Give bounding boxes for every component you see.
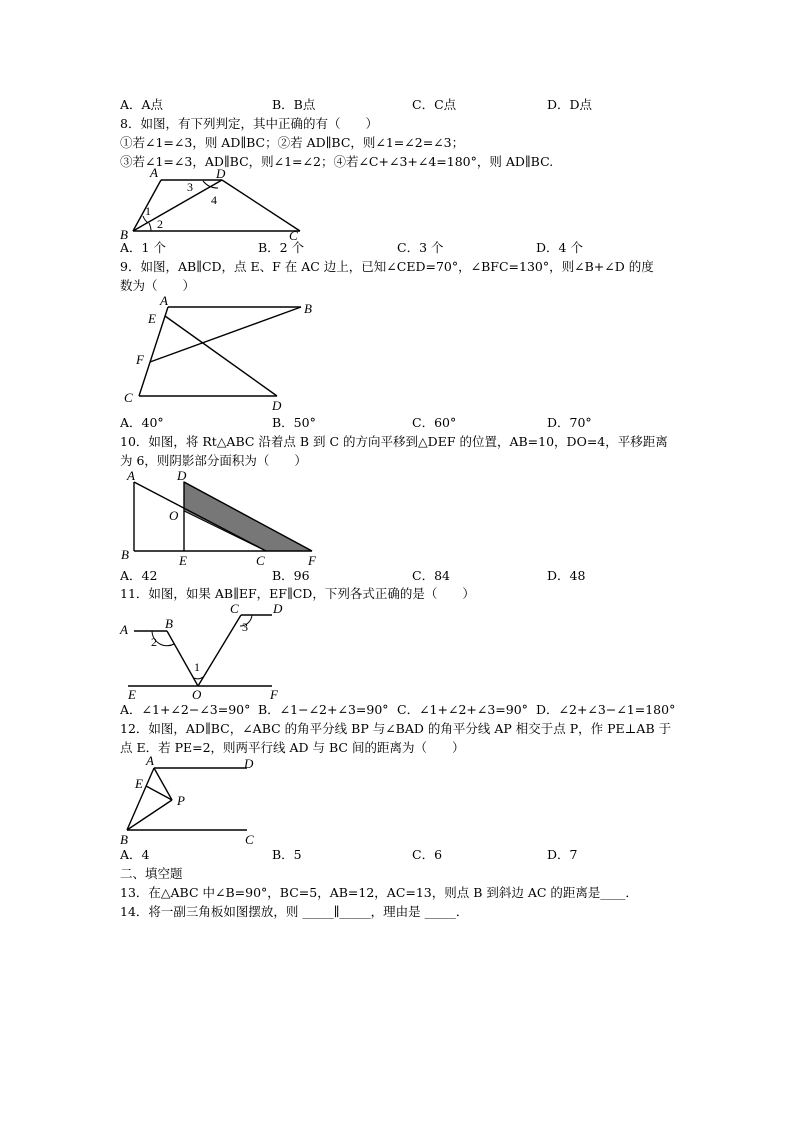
- q11-label-f: F: [270, 687, 278, 702]
- q12-option-b: B．5: [272, 847, 302, 862]
- q8-label-b: B: [120, 227, 128, 242]
- q9-label-a: A: [160, 293, 168, 308]
- q8-angle-3: 3: [187, 180, 193, 194]
- q10-line2: 为 6，则阴影部分面积为（ ）: [120, 453, 307, 468]
- q11-label-d: D: [273, 601, 283, 616]
- q10-option-b: B．96: [272, 568, 310, 583]
- q9-line1: 9．如图，AB∥CD，点 E、F 在 AC 边上，已知∠CED=70°，∠BFC=130°，则∠B+∠D 的度: [120, 259, 654, 274]
- q9-label-d: D: [272, 398, 282, 413]
- q12-label-b: B: [120, 832, 128, 847]
- q12-option-a: A．4: [120, 847, 150, 862]
- q11-label-a: A: [120, 622, 128, 637]
- q10-label-a: A: [127, 468, 135, 483]
- q12-label-c: C: [245, 832, 254, 847]
- q11-option-d: D．∠2+∠3−∠1=180°: [536, 702, 676, 717]
- q12-line2: 点 E．若 PE=2，则两平行线 AD 与 BC 间的距离为（ ）: [120, 740, 465, 755]
- q12-label-p: P: [177, 793, 185, 808]
- q10-option-c: C．84: [412, 568, 450, 583]
- q12-line1: 12．如图，AD∥BC，∠ABC 的角平分线 BP 与∠BAD 的角平分线 AP 相交于点 P，作 PE⊥AB 于: [120, 721, 672, 736]
- q8-option-c: C．3 个: [397, 240, 444, 255]
- q14-text: 14．将一副三角板如图摆放，则 _____∥_____，理由是 _____．: [120, 904, 469, 919]
- q8-line2: ③若∠1=∠3，AD∥BC，则∠1=∠2；④若∠C+∠3+∠4=180°，则 AD∥BC.: [120, 154, 554, 169]
- q11-label-o: O: [192, 687, 202, 702]
- q7-option-b: B．B点: [272, 97, 316, 112]
- q10-label-c: C: [256, 553, 265, 568]
- q10-line1: 10．如图，将 Rt△ABC 沿着点 B 到 C 的方向平移到△DEF 的位置，AB=10，DO=4，平移距离: [120, 434, 668, 449]
- q8-angle-1: 1: [145, 204, 151, 218]
- q12-label-e: E: [135, 776, 143, 791]
- q9-option-a: A．40°: [120, 415, 164, 430]
- q11-stem: 11．如图，如果 AB∥EF，EF∥CD，下列各式正确的是（ ）: [120, 586, 475, 601]
- q7-option-a: A．A点: [120, 97, 164, 112]
- q8-angle-4: 4: [211, 193, 217, 207]
- q10-option-a: A．42: [120, 568, 158, 583]
- q9-option-b: B．50°: [272, 415, 316, 430]
- q11-label-b: B: [165, 616, 173, 631]
- q10-label-f: F: [308, 553, 316, 568]
- q8-option-d: D．4 个: [536, 240, 583, 255]
- q9-line2: 数为（ ）: [120, 278, 196, 293]
- q12-label-d: D: [244, 756, 254, 771]
- q11-option-c: C．∠1+∠2+∠3=90°: [397, 702, 528, 717]
- q8-option-a: A．1 个: [120, 240, 166, 255]
- q9-label-c: C: [124, 390, 133, 405]
- q9-label-f: F: [136, 352, 144, 367]
- q10-option-d: D．48: [547, 568, 586, 583]
- q8-stem: 8．如图，有下列判定，其中正确的有（ ）: [120, 116, 378, 131]
- q8-label-d: D: [216, 166, 226, 181]
- q8-option-b: B．2 个: [258, 240, 305, 255]
- q10-label-d: D: [177, 468, 187, 483]
- q12-option-d: D．7: [547, 847, 578, 862]
- q8-label-c: C: [289, 228, 298, 243]
- q11-angle-1: 1: [194, 660, 200, 674]
- q9-option-c: C．60°: [412, 415, 457, 430]
- q11-label-c: C: [230, 601, 239, 616]
- q12-label-a: A: [146, 753, 154, 768]
- q10-label-b: B: [121, 547, 129, 562]
- q11-option-b: B．∠1−∠2+∠3=90°: [258, 702, 389, 717]
- q12-option-c: C．6: [412, 847, 443, 862]
- q10-label-o: O: [169, 508, 179, 523]
- q8-line1: ①若∠1=∠3，则 AD∥BC；②若 AD∥BC，则∠1=∠2=∠3；: [120, 135, 465, 150]
- q11-angle-2: 2: [151, 635, 157, 649]
- q11-angle-3: 3: [242, 620, 248, 634]
- q11-label-e: E: [128, 687, 136, 702]
- q13-text: 13．在△ABC 中∠B=90°，BC=5，AB=12，AC=13，则点 B 到斜边 AC 的距离是____．: [120, 885, 638, 900]
- q9-label-b: B: [304, 301, 312, 316]
- q7-option-c: C．C点: [412, 97, 457, 112]
- q8-angle-2: 2: [157, 217, 163, 231]
- q8-label-a: A: [150, 165, 158, 180]
- q10-label-e: E: [179, 553, 187, 568]
- q7-option-d: D．D点: [547, 97, 593, 112]
- q9-option-d: D．70°: [547, 415, 592, 430]
- q9-label-e: E: [148, 311, 156, 326]
- q11-option-a: A．∠1+∠2−∠3=90°: [120, 702, 251, 717]
- section-heading-fill-in: 二、填空题: [120, 866, 183, 881]
